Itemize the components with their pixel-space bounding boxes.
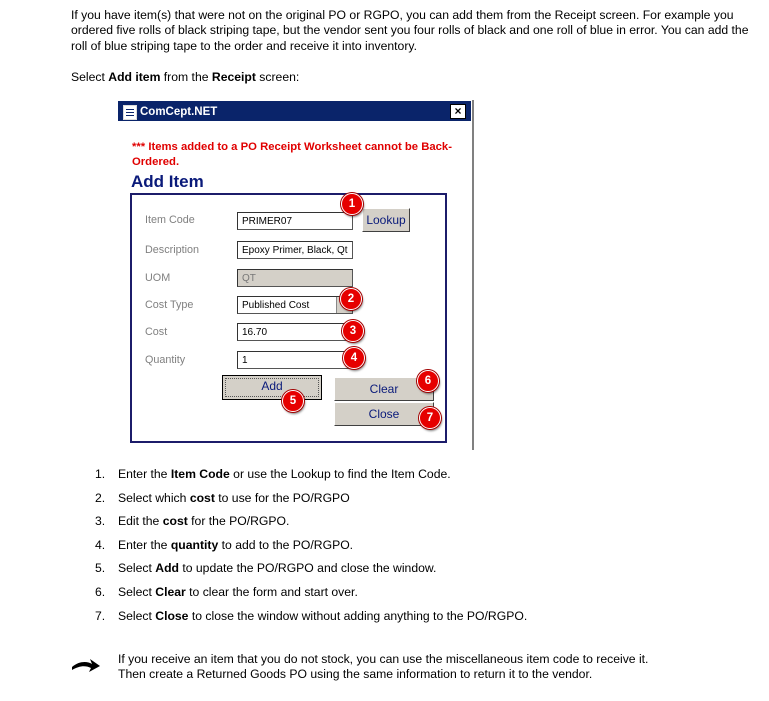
cost-type-label: Cost Type xyxy=(145,299,194,311)
callout-badge-1: 1 xyxy=(341,193,363,215)
backorder-warning: *** Items added to a PO Receipt Worksheet cannot be Back-Ordered. xyxy=(132,141,452,168)
quantity-label: Quantity xyxy=(145,354,186,366)
step-text: to update the PO/RGPO and close the window. xyxy=(178,561,437,576)
intro-paragraph: If you have item(s) that were not on the original PO or RGPO, you can add them from the Receipt screen. For example you ordered five rolls of black striping tape, but the vendor sent you four rolls of black and one roll of blue in error. You can add the roll of blue striping tape to the order and receive it into inventory. xyxy=(71,8,749,53)
add-item-dialog xyxy=(117,100,474,450)
select-text-pre: Select xyxy=(71,70,109,84)
step-number: 6. xyxy=(95,584,106,599)
step-bold: Add xyxy=(155,561,179,576)
clear-button[interactable]: Clear xyxy=(334,377,434,401)
step-text: to clear the form and start over. xyxy=(185,584,358,599)
callout-badge-3: 3 xyxy=(342,320,364,342)
note-line-2: Then create a Returned Goods PO using the same information to return it to the vendor. xyxy=(118,666,593,681)
step-text: to add to the PO/RGPO. xyxy=(218,537,354,552)
step-number: 3. xyxy=(95,514,106,529)
step-text: or use the Lookup to find the Item Code. xyxy=(229,467,451,481)
step-bold: Item Code xyxy=(170,467,230,481)
step-bold: Close xyxy=(155,608,189,623)
callout-badge-5: 5 xyxy=(282,390,304,412)
misc-item-note xyxy=(118,652,758,681)
list-item xyxy=(95,585,527,609)
description-label: Description xyxy=(145,244,200,256)
select-instruction xyxy=(71,70,299,84)
step-text: Enter the xyxy=(118,467,171,481)
step-text: Edit the xyxy=(118,514,163,529)
lookup-button[interactable]: Lookup xyxy=(362,208,410,232)
cost-label: Cost xyxy=(145,326,168,338)
step-number: 4. xyxy=(95,537,106,552)
list-item xyxy=(95,467,527,491)
description-input[interactable]: Epoxy Primer, Black, Qt xyxy=(237,241,353,259)
select-bold-add-item: Add item xyxy=(108,70,161,84)
uom-input: QT xyxy=(237,269,353,287)
instruction-steps xyxy=(95,467,527,632)
list-item xyxy=(95,561,527,585)
list-item xyxy=(95,491,527,515)
list-item xyxy=(95,538,527,562)
select-text-mid: from the xyxy=(160,70,212,84)
step-text: Enter the xyxy=(118,537,171,552)
add-button[interactable]: Add xyxy=(222,375,322,400)
callout-badge-4: 4 xyxy=(343,347,365,369)
step-number: 5. xyxy=(95,561,106,576)
step-bold: Clear xyxy=(155,584,186,599)
step-text: Select which xyxy=(118,490,190,505)
add-item-heading: Add Item xyxy=(131,172,204,191)
step-number: 7. xyxy=(95,608,106,623)
note-line-1: If you receive an item that you do not stock, you can use the miscellaneous item code to receive it. xyxy=(118,652,649,666)
step-number: 1. xyxy=(95,467,106,481)
item-code-label: Item Code xyxy=(145,214,195,226)
step-text: for the PO/RGPO. xyxy=(187,514,290,529)
callout-badge-2: 2 xyxy=(340,288,362,310)
cost-input[interactable]: 16.70 xyxy=(237,323,353,341)
uom-label: UOM xyxy=(145,272,171,284)
step-bold: cost xyxy=(162,514,188,529)
callout-badge-7: 7 xyxy=(419,407,441,429)
step-text: Select xyxy=(118,561,156,576)
select-text-post: screen: xyxy=(255,70,300,84)
cost-type-select[interactable] xyxy=(237,296,353,314)
cost-type-value: Published Cost xyxy=(242,300,310,311)
list-item xyxy=(95,514,527,538)
list-item xyxy=(95,609,527,633)
quantity-input[interactable]: 1 xyxy=(237,351,353,369)
right-arrow-icon xyxy=(71,658,101,674)
dialog-titlebar[interactable] xyxy=(117,100,472,122)
close-button[interactable]: Close xyxy=(334,402,434,426)
callout-badge-6: 6 xyxy=(417,370,439,392)
item-code-input[interactable]: PRIMER07 xyxy=(237,212,353,230)
step-bold: quantity xyxy=(170,537,219,552)
close-icon[interactable]: × xyxy=(450,104,466,119)
app-document-icon xyxy=(123,105,137,120)
step-text: to close the window without adding anything to the PO/RGPO. xyxy=(188,608,528,623)
window-title: ComCept.NET xyxy=(140,106,218,118)
step-text: Select xyxy=(118,584,156,599)
select-bold-receipt: Receipt xyxy=(211,70,256,84)
step-bold: cost xyxy=(189,490,215,505)
step-number: 2. xyxy=(95,490,106,505)
step-text: Select xyxy=(118,608,156,623)
step-text: to use for the PO/RGPO xyxy=(214,490,350,505)
